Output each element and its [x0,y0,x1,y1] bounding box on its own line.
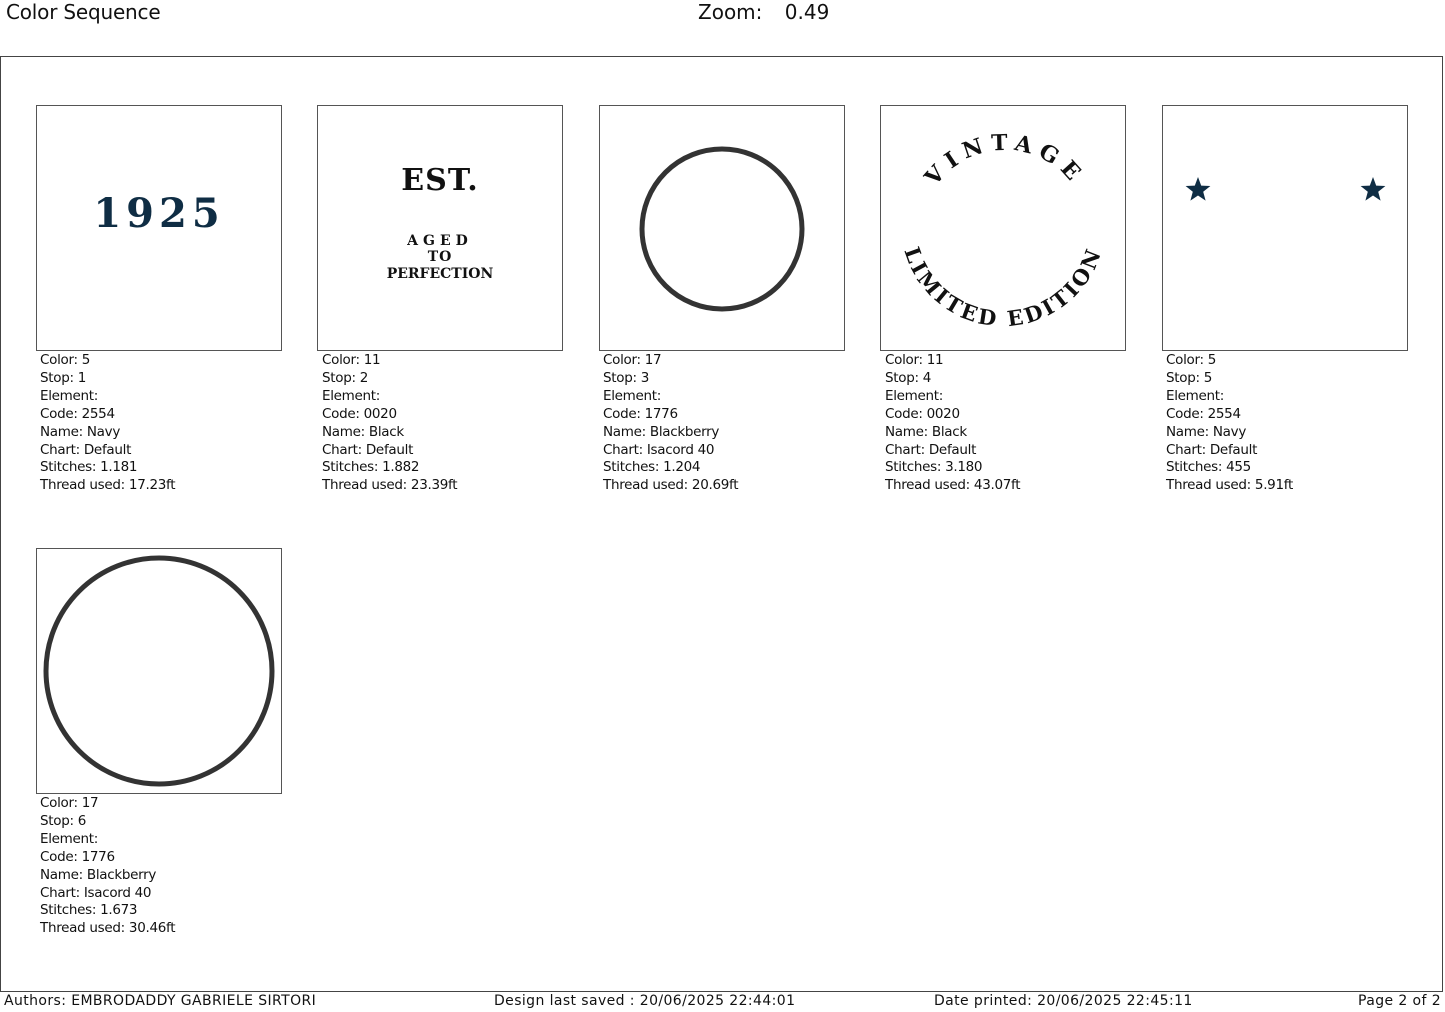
stop-2-art-line4: PERFECTION [386,266,494,282]
stop-thread: Thread used: 43.07ft [885,477,1021,494]
stop-element: Element: [40,830,99,847]
zoom-value: 0.49 [784,0,830,24]
stop-code: Code: 0020 [322,405,397,422]
stop-code: Code: 2554 [40,405,115,422]
stop-color: Color: 17 [603,352,662,368]
stop-color: Color: 11 [322,352,381,368]
stop-3-artwork [600,106,844,350]
stop-3-preview [599,105,845,351]
stop-2-artwork [318,106,562,350]
stop-3-circle-shape [642,149,802,309]
stop-color: Color: 17 [40,795,99,811]
stop-5-artwork [1163,106,1407,350]
stop-number: Stop: 3 [603,369,650,386]
stop-chart: Chart: Default [40,441,132,458]
stop-number: Stop: 1 [40,369,87,386]
stop-number: Stop: 4 [885,369,932,386]
stop-4-info [885,352,1125,495]
stop-element: Element: [885,387,944,404]
stop-5-info [1166,352,1406,495]
stop-code: Code: 1776 [40,848,115,865]
star-right-icon [1361,177,1386,201]
stop-4-artwork [881,106,1125,350]
stop-1-art-text: 1925 [93,190,225,237]
stop-number: Stop: 2 [322,369,369,386]
stop-6-circle-shape [46,558,272,784]
stop-name: Name: Blackberry [603,423,720,440]
stop-thread: Thread used: 17.23ft [40,477,176,494]
stop-name: Name: Navy [40,423,121,440]
footer-authors: Authors: EMBRODADDY GABRIELE SIRTORI [4,993,317,1009]
stop-2-preview [317,105,563,351]
stop-name: Name: Navy [1166,423,1247,440]
stop-name: Name: Blackberry [40,866,157,883]
stop-stitches: Stitches: 1.181 [40,459,138,476]
stop-name: Name: Black [885,423,967,440]
stop-stitches: Stitches: 455 [1166,459,1251,476]
stop-code: Code: 0020 [885,405,960,422]
stop-4-preview [880,105,1126,351]
stop-4-arc-top: VINTAGE [919,129,1091,191]
stop-1-info [40,352,280,495]
stop-chart: Chart: Isacord 40 [603,441,715,458]
stop-code: Code: 2554 [1166,405,1241,422]
stop-3-info [603,352,843,495]
stop-thread: Thread used: 5.91ft [1166,477,1293,494]
stop-color: Color: 11 [885,352,944,368]
stop-chart: Chart: Isacord 40 [40,884,152,901]
stop-1-preview [36,105,282,351]
stop-2-art-line3: TO [427,249,453,265]
stop-6-info [40,795,280,938]
stop-2-info [322,352,562,495]
stop-number: Stop: 5 [1166,369,1213,386]
page-title: Color Sequence [6,0,161,24]
footer-printed-date: Date printed: 20/06/2025 22:45:11 [934,993,1193,1009]
stop-5-preview [1162,105,1408,351]
stop-code: Code: 1776 [603,405,678,422]
stop-name: Name: Black [322,423,404,440]
stop-stitches: Stitches: 1.204 [603,459,701,476]
stop-thread: Thread used: 20.69ft [603,477,739,494]
stop-color: Color: 5 [1166,352,1217,368]
stop-chart: Chart: Default [322,441,414,458]
stop-element: Element: [322,387,381,404]
stop-chart: Chart: Default [885,441,977,458]
stop-6-preview [36,548,282,794]
stop-6-artwork [37,549,281,793]
stop-stitches: Stitches: 1.673 [40,902,138,919]
zoom-indicator [698,0,829,24]
stop-element: Element: [40,387,99,404]
stop-element: Element: [603,387,662,404]
stop-2-art-line1: EST. [401,163,479,198]
stop-4-arc-bottom: LIMITED EDITION [899,243,1107,332]
star-left-icon [1186,177,1211,201]
stop-color: Color: 5 [40,352,91,368]
stop-stitches: Stitches: 1.882 [322,459,420,476]
stop-thread: Thread used: 30.46ft [40,920,176,937]
footer-saved-date: Design last saved : 20/06/2025 22:44:01 [494,993,796,1009]
stop-thread: Thread used: 23.39ft [322,477,458,494]
stop-stitches: Stitches: 3.180 [885,459,983,476]
footer-page-number: Page 2 of 2 [1358,993,1441,1009]
zoom-label: Zoom: [698,0,763,24]
stop-1-artwork [37,106,281,350]
stop-number: Stop: 6 [40,812,87,829]
stop-chart: Chart: Default [1166,441,1258,458]
stop-element: Element: [1166,387,1225,404]
stop-2-art-line2: AGED [407,233,473,249]
